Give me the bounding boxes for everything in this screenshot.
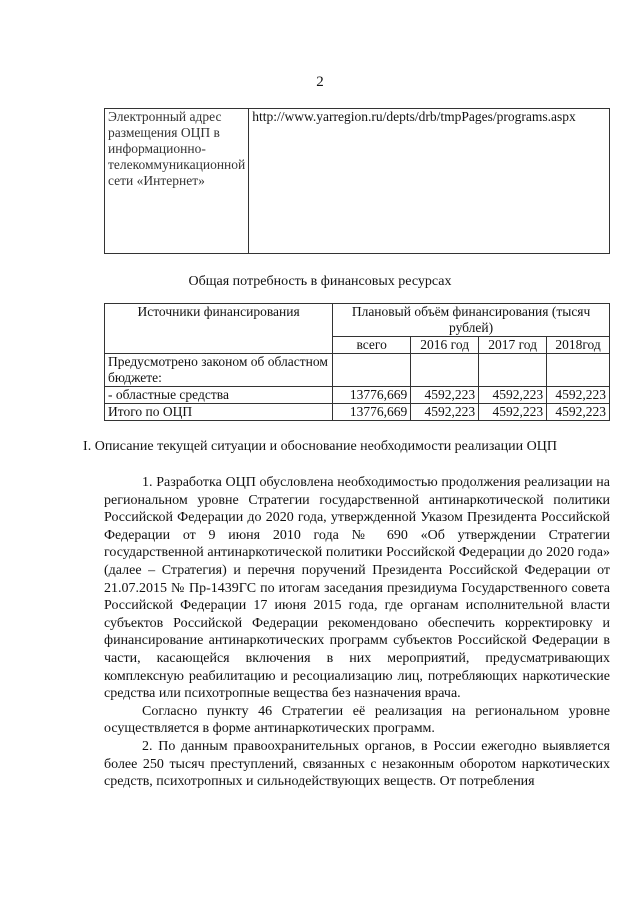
section-title: I. Описание текущей ситуации и обоснование необходимости реализации ОЦП — [83, 439, 557, 454]
cell: 13776,669 — [333, 404, 411, 421]
cell: 4592,223 — [547, 387, 610, 404]
cell: 4592,223 — [479, 404, 547, 421]
cell: 4592,223 — [411, 387, 479, 404]
row-label: Предусмотрено законом об областном бюджете: — [105, 354, 333, 387]
table-row — [105, 387, 610, 404]
cell: 13776,669 — [333, 387, 411, 404]
col-total: всего — [333, 337, 411, 354]
row-label: Итого по ОЦП — [105, 404, 333, 421]
table-row — [105, 354, 610, 387]
cell — [333, 354, 411, 387]
paragraph: 1. Разработка ОЦП обусловлена необходимостью продолжения реализации на региональном уровне Стратегии государственной антинаркотической политики Российской Федерации до 2020 года, утвержденной Указом Президента Российской Федерации от 9 июня 2010 года № 690 «Об утверждении Стратегии государственной антинаркотической политики Российской Федерации до 2020 года» (далее – Стратегия) и перечня поручений Президента Российской Федерации от 21.07.2015 № Пр-1439ГС по итогам заседания президиума Государственного совета Российской Федерации 17 июня 2015 года, где органам исполнительной власти субъектов Российской Федерации рекомендовано обеспечить корректировку и финансирование антинаркотических программ субъектов Российской Федерации в части, касающейся включения в них мероприятий, предусматривающих комплексную реабилитацию и ресоциализацию лиц, потребляющих наркотические средства или психотропные вещества без назначения врача. — [104, 475, 610, 702]
col-2016: 2016 год — [411, 337, 479, 354]
row-label: - областные средства — [105, 387, 333, 404]
info-table — [104, 108, 610, 254]
table-row — [105, 404, 610, 421]
program-url[interactable]: http://www.yarregion.ru/depts/drb/tmpPages/programs.aspx — [249, 109, 610, 254]
col-2018: 2018год — [547, 337, 610, 354]
info-label: Электронный адрес размещения ОЦП в информационно-телекоммуникационной сети «Интернет» — [105, 109, 249, 254]
paragraph: Согласно пункту 46 Стратегии её реализация на региональном уровне осуществляется в форме антинаркотических программ. — [104, 703, 610, 737]
header-volume: Плановый объём финансирования (тысяч рублей) — [333, 304, 610, 337]
paragraph: 2. По данным правоохранительных органов, в России ежегодно выявляется более 250 тысяч преступлений, связанных с незаконным оборотом наркотических средств, психотропных и сильнодействующих веществ. От потребления — [104, 738, 610, 790]
header-source: Источники финансирования — [105, 304, 333, 354]
cell: 4592,223 — [547, 404, 610, 421]
finance-table — [104, 303, 610, 421]
finance-title: Общая потребность в финансовых ресурсах — [188, 274, 452, 289]
body-text — [104, 474, 610, 791]
cell — [411, 354, 479, 387]
cell: 4592,223 — [479, 387, 547, 404]
cell: 4592,223 — [411, 404, 479, 421]
page-number: 2 — [316, 74, 324, 90]
cell — [547, 354, 610, 387]
cell — [479, 354, 547, 387]
col-2017: 2017 год — [479, 337, 547, 354]
